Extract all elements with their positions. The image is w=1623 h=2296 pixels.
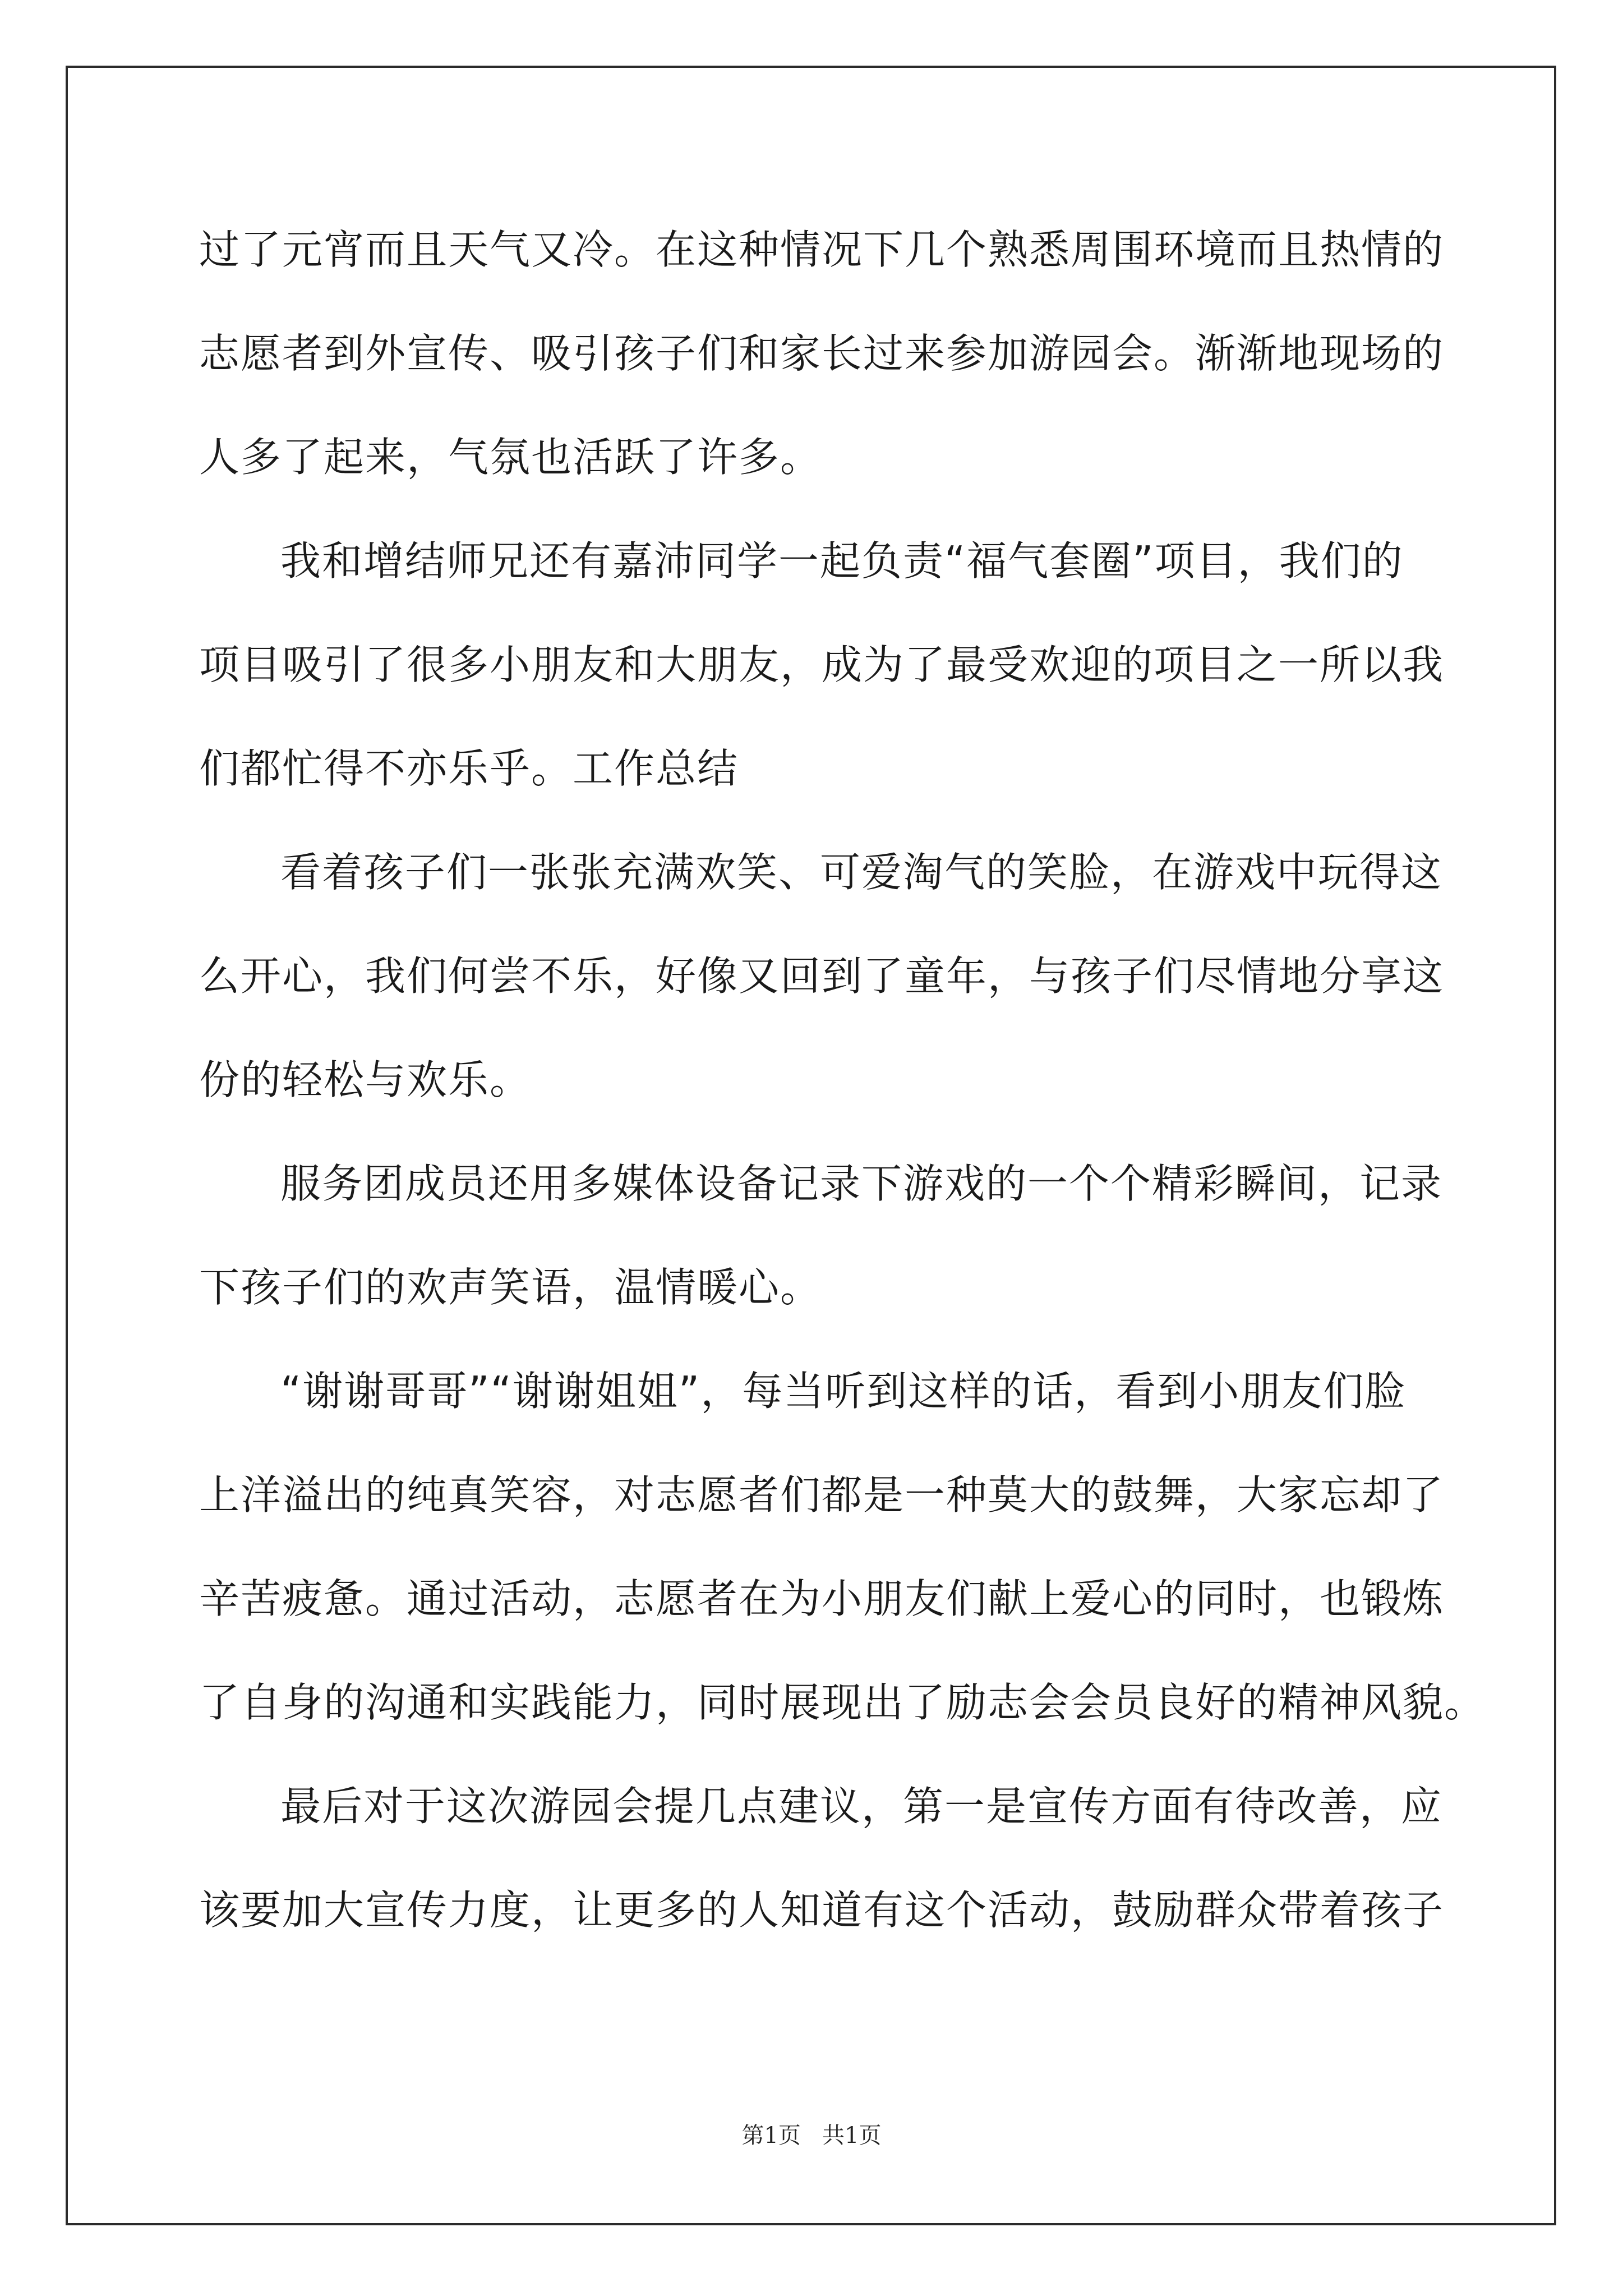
- text-line: 了自身的沟通和实践能力，同时展现出了励志会会员良好的精神风貌。: [199, 1679, 1486, 1726]
- text-line: 志愿者到外宣传、吸引孩子们和家长过来参加游园会。渐渐地现场的: [199, 330, 1445, 377]
- paragraph-start-line: 我和增结师兄还有嘉沛同学一起负责“福气套圈”项目，我们的: [280, 537, 1404, 585]
- paragraph-start-line: “谢谢哥哥”“谢谢姐姐”，每当听到这样的话，看到小朋友们脸: [280, 1368, 1407, 1415]
- text-line: 份的轻松与欢乐。: [199, 1056, 532, 1103]
- page-number: 第1页 共1页: [741, 2123, 882, 2148]
- text-line: 辛苦疲惫。通过活动，志愿者在为小朋友们献上爱心的同时，也锻炼: [199, 1575, 1445, 1622]
- text-line: 过了元宵而且天气又冷。在这种情况下几个熟悉周围环境而且热情的: [199, 226, 1445, 273]
- paragraph-start-line: 最后对于这次游园会提几点建议，第一是宣传方面有待改善，应: [280, 1783, 1443, 1830]
- paragraph-start-line: 服务团成员还用多媒体设备记录下游戏的一个个精彩瞬间，记录: [280, 1160, 1443, 1207]
- text-line: 项目吸引了很多小朋友和大朋友，成为了最受欢迎的项目之一所以我: [199, 641, 1445, 688]
- text-line: 么开心，我们何尝不乐，好像又回到了童年，与孩子们尽情地分享这: [199, 953, 1445, 1000]
- paragraph-start-line: 看着孩子们一张张充满欢笑、可爱淘气的笑脸，在游戏中玩得这: [280, 849, 1443, 896]
- text-line: 下孩子们的欢声笑语，温情暖心。: [199, 1264, 822, 1311]
- text-line: 上洋溢出的纯真笑容，对志愿者们都是一种莫大的鼓舞，大家忘却了: [199, 1471, 1445, 1519]
- text-line: 们都忙得不亦乐乎。工作总结: [199, 745, 739, 792]
- text-line: 该要加大宣传力度，让更多的人知道有这个活动，鼓励群众带着孩子: [199, 1887, 1445, 1934]
- text-line: 人多了起来，气氛也活跃了许多。: [199, 434, 822, 481]
